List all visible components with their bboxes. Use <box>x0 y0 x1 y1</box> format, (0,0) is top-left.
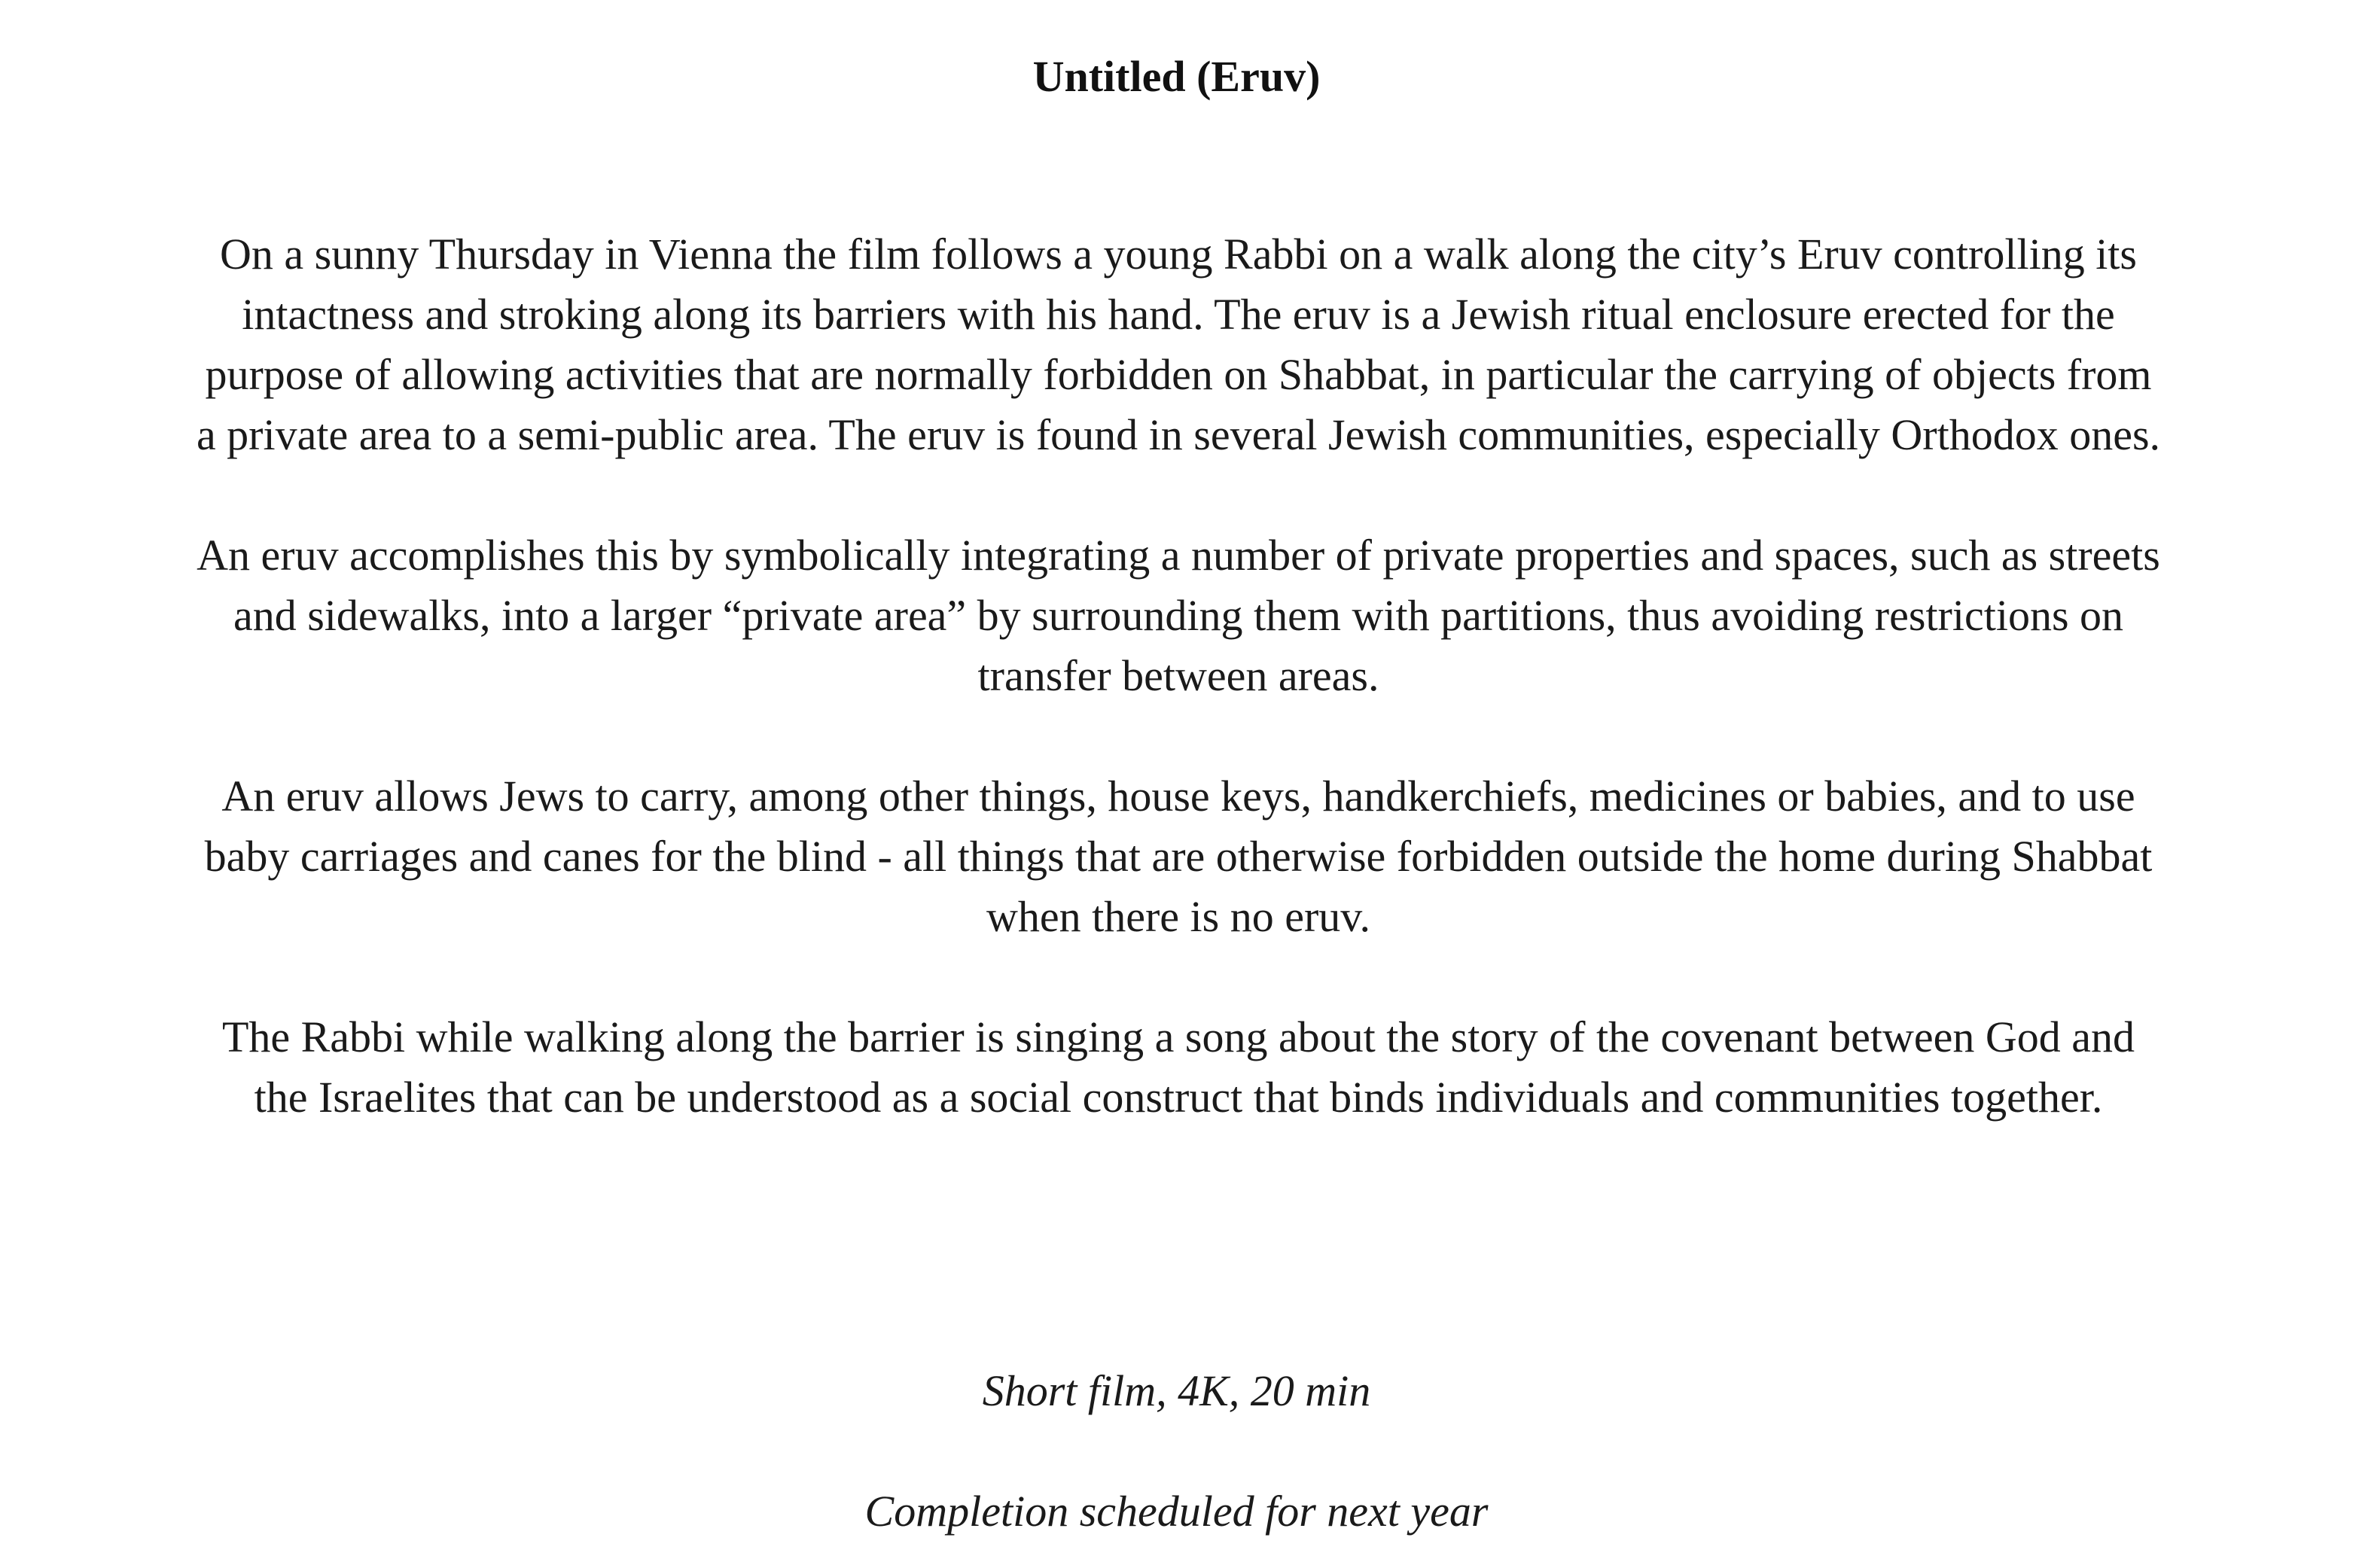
page-title: Untitled (Eruv) <box>1032 52 1321 101</box>
paragraph-rabbi-song: The Rabbi while walking along the barrier is singing a song about the story of the covenant between God and the Israelites that can be understood as a social construct that binds individuals and communities together. <box>221 1012 2135 1122</box>
paragraph-eruv-allowances: An eruv allows Jews to carry, among other things, house keys, handkerchiefs, medicines or babies, and to use baby carriages and canes for the blind - all things that are otherwise forbidden outside the home during Shabbat when there is no eruv. <box>204 772 2153 941</box>
completion-status: Completion scheduled for next year <box>864 1487 1489 1536</box>
paragraph-eruv-symbolism: An eruv accomplishes this by symbolically integrating a number of private properties and spaces, such as streets and sidewalks, into a larger “private area” by surrounding them with partitions, thus avoiding restrictions on transfer between areas. <box>197 531 2160 700</box>
film-format: Short film, 4K, 20 min <box>982 1366 1371 1415</box>
paragraph-intro: On a sunny Thursday in Vienna the film follows a young Rabbi on a walk along the city’s Eruv controlling its intactness and stroking along its barriers with his hand. The eruv is a Jewish ritual enclosure erected for the purpose of allowing activities that are normally forbidden on Shabbat, in particular the carrying of objects from a private area to a semi-public area. The eruv is found in several Jewish communities, especially Orthodox ones. <box>196 230 2161 459</box>
description-body <box>196 224 2161 1128</box>
